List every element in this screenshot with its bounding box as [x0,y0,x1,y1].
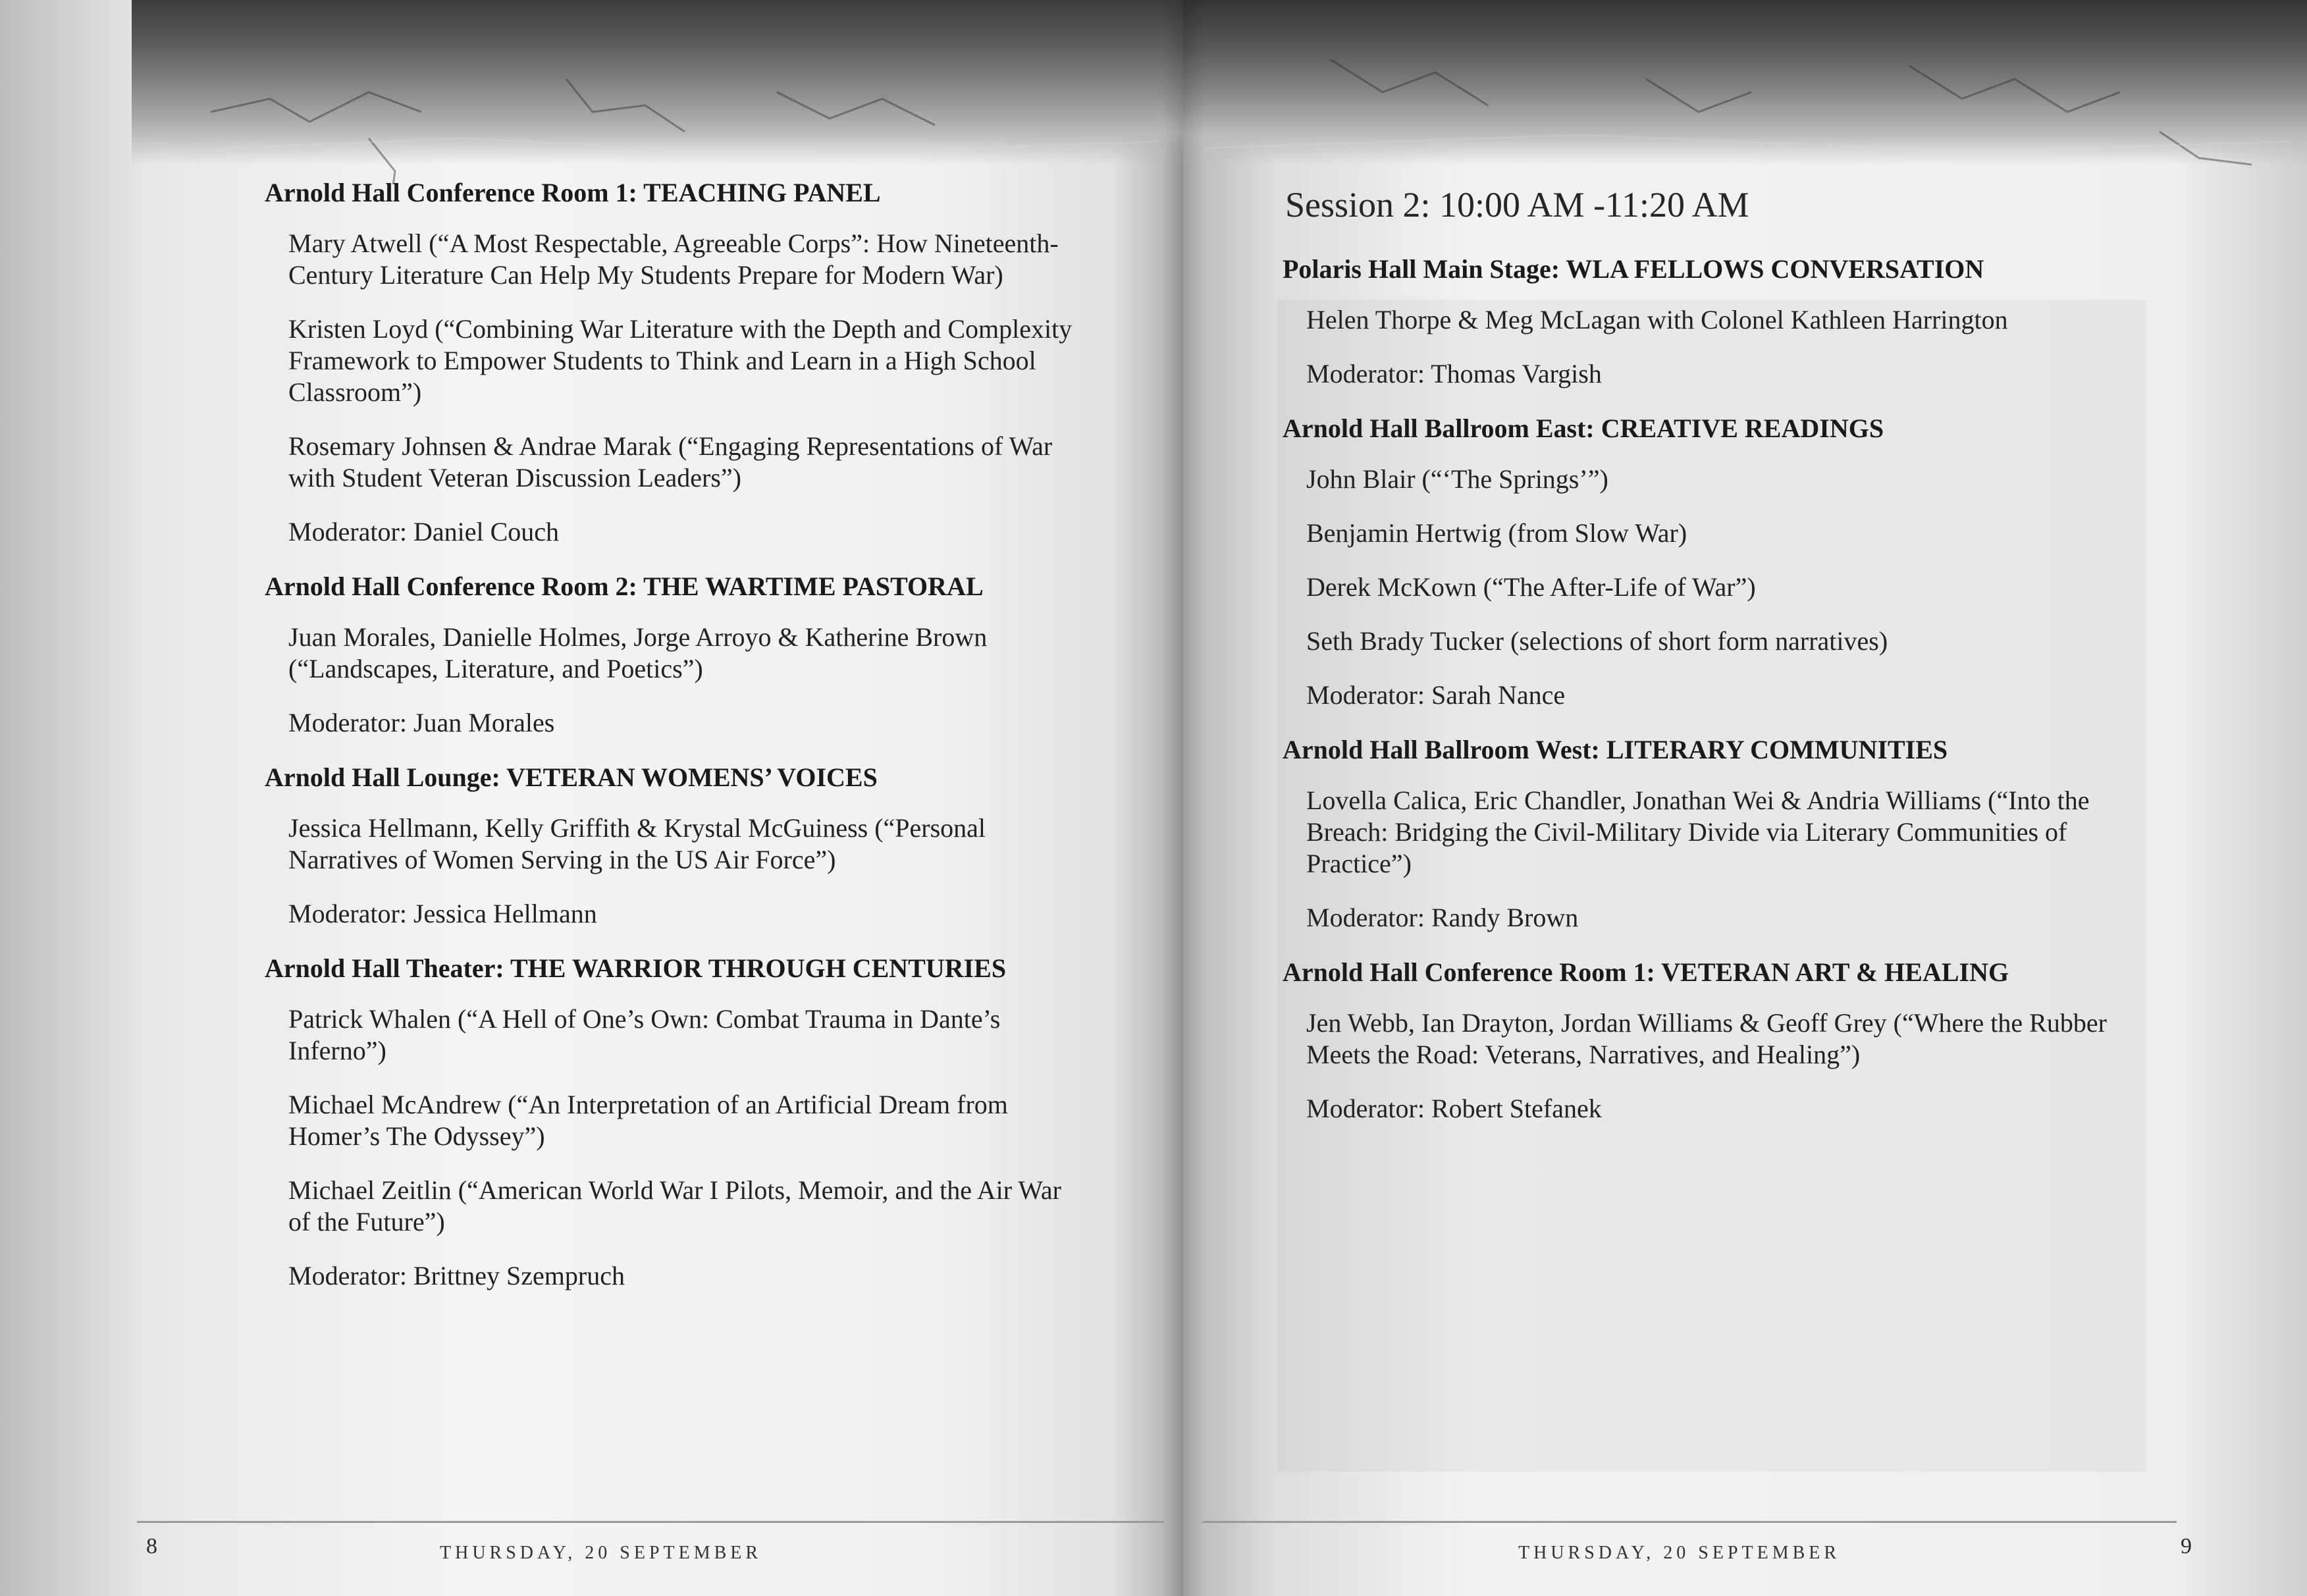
right-page-number: 9 [2181,1534,2192,1558]
moderator-entry: Moderator: Thomas Vargish [1306,359,1602,388]
panel-warrior-through-centuries [265,952,1081,1292]
presentation-entry: Michael Zeitlin (“American World War I Pilots, Memoir, and the Air War of the Future”) [288,1175,1062,1237]
panel-wartime-pastoral [265,570,1081,739]
panel-wla-fellows [1283,253,2112,390]
panel-creative-readings [1283,412,2112,711]
left-page-content [265,176,1081,1314]
presentation-entry: Kristen Loyd (“Combining War Literature with the Depth and Complexity Framework to Empower Students to Think and Learn in a High School Classroom”) [288,314,1073,407]
moderator-entry: Moderator: Brittney Szempruch [288,1261,625,1290]
moderator-entry: Moderator: Randy Brown [1306,903,1579,932]
panel-literary-communities [1283,733,2112,934]
panel-veteran-womens-voices [265,761,1081,930]
moderator-entry: Moderator: Juan Morales [288,708,555,737]
panel-heading: Arnold Hall Ballroom East: CREATIVE READINGS [1283,413,1884,443]
panel-teaching [265,176,1081,548]
panel-heading: Polaris Hall Main Stage: WLA FELLOWS CONVERSATION [1283,254,1984,284]
panel-heading: Arnold Hall Conference Room 2: THE WARTIME PASTORAL [265,572,984,601]
panel-heading: Arnold Hall Ballroom West: LITERARY COMMUNITIES [1283,735,1948,764]
presentation-entry: Mary Atwell (“A Most Respectable, Agreeable Corps”: How Nineteenth-Century Literature Can Help My Students Prepare for Modern War) [288,228,1059,290]
presentation-entry: Juan Morales, Danielle Holmes, Jorge Arroyo & Katherine Brown (“Landscapes, Literature, and Poetics”) [288,622,988,683]
presentation-entry: Helen Thorpe & Meg McLagan with Colonel Kathleen Harrington [1306,305,2008,334]
book-spine-shadow [1162,0,1204,1596]
panel-heading: Arnold Hall Conference Room 1: TEACHING PANEL [265,178,881,207]
panel-heading: Arnold Hall Conference Room 1: VETERAN ART & HEALING [1283,957,2009,987]
presentation-entry: Derek McKown (“The After-Life of War”) [1306,572,1756,602]
left-page-number: 8 [146,1534,157,1558]
moderator-entry: Moderator: Daniel Couch [288,517,559,546]
presentation-entry: Jessica Hellmann, Kelly Griffith & Krystal McGuiness (“Personal Narratives of Women Serving in the US Air Force”) [288,813,986,874]
header-crack-texture [0,0,2307,184]
panel-veteran-art-healing [1283,956,2112,1125]
presentation-entry: Lovella Calica, Eric Chandler, Jonathan Wei & Andria Williams (“Into the Breach: Bridging the Civil-Military Divide via Literary Communities of Practice”) [1306,785,2090,878]
presentation-entry: Benjamin Hertwig (from Slow War) [1306,518,1687,548]
left-running-footer: THURSDAY, 20 SEPTEMBER [440,1543,762,1563]
presentation-entry: John Blair (“‘The Springs’”) [1306,464,1608,494]
left-footer-rule [137,1521,1164,1523]
panel-heading: Arnold Hall Theater: THE WARRIOR THROUGH CENTURIES [265,953,1007,983]
presentation-entry: Seth Brady Tucker (selections of short form narratives) [1306,626,1888,656]
right-footer-rule [1202,1521,2177,1523]
panel-heading: Arnold Hall Lounge: VETERAN WOMENS’ VOICES [265,762,878,792]
moderator-entry: Moderator: Jessica Hellmann [288,899,597,928]
presentation-entry: Michael McAndrew (“An Interpretation of an Artificial Dream from Homer’s The Odyssey”) [288,1090,1008,1151]
moderator-entry: Moderator: Robert Stefanek [1306,1094,1602,1123]
right-running-footer: THURSDAY, 20 SEPTEMBER [1518,1543,1841,1563]
presentation-entry: Patrick Whalen (“A Hell of One’s Own: Combat Trauma in Dante’s Inferno”) [288,1004,1001,1065]
moderator-entry: Moderator: Sarah Nance [1306,680,1566,710]
right-page-content [1283,176,2112,1147]
session-title: Session 2: 10:00 AM -11:20 AM [1285,185,1749,225]
presentation-entry: Jen Webb, Ian Drayton, Jordan Williams & Geoff Grey (“Where the Rubber Meets the Road: Veterans, Narratives, and Healing”) [1306,1008,2107,1069]
presentation-entry: Rosemary Johnsen & Andrae Marak (“Engaging Representations of War with Student Veteran Discussion Leaders”) [288,431,1053,492]
